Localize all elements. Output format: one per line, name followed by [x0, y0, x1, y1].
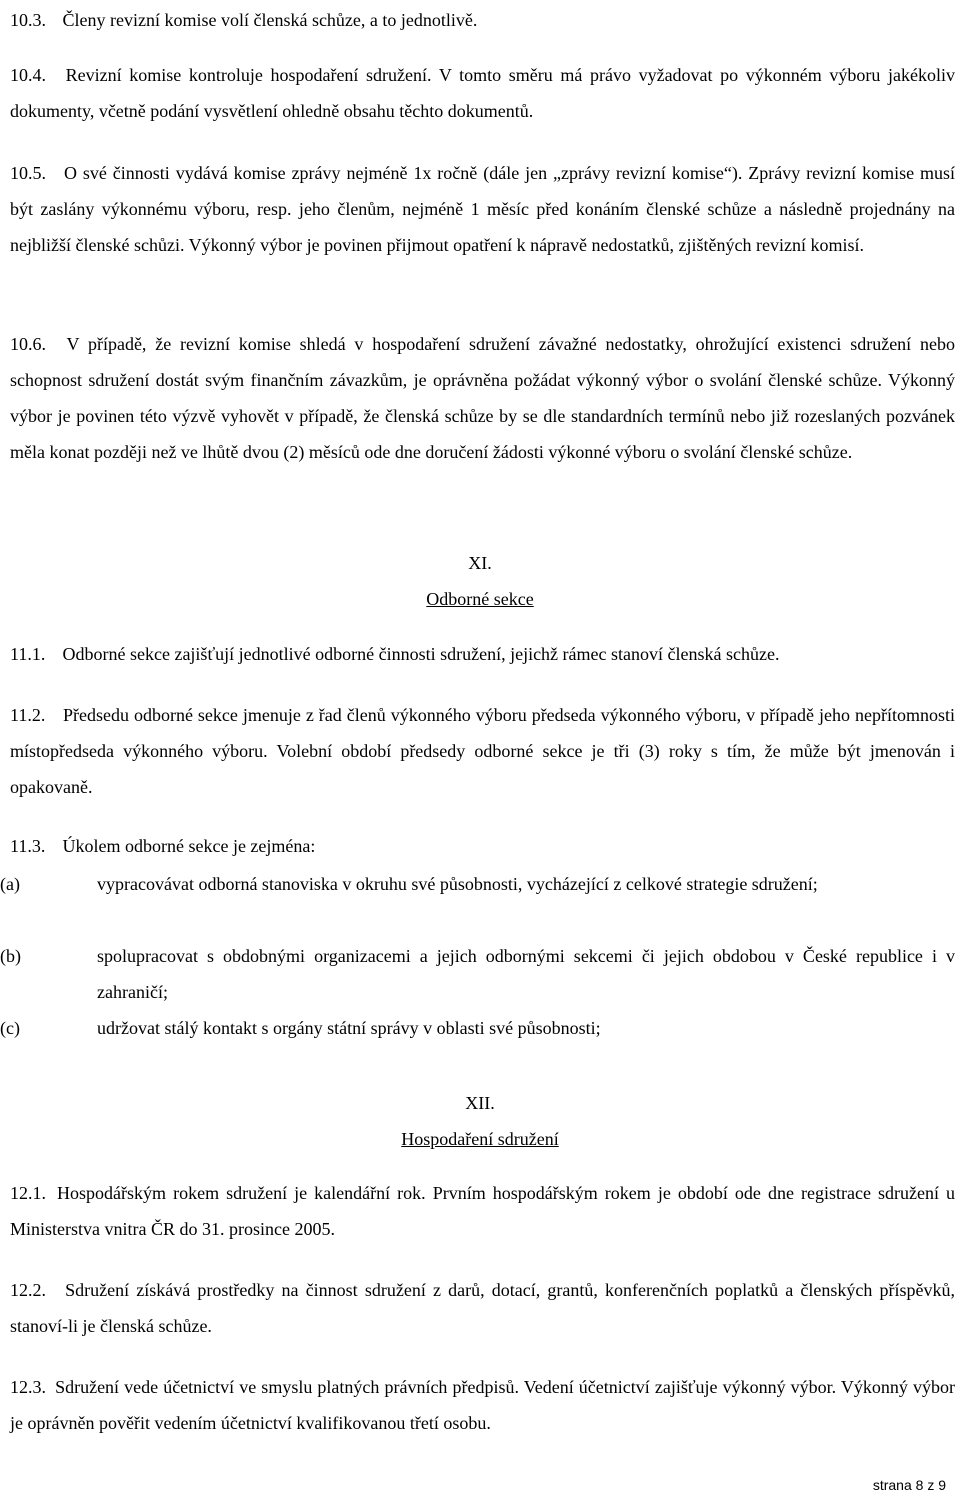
paragraph-number: 11.1. — [10, 644, 46, 664]
list-item-b — [0, 938, 955, 1010]
paragraph-11-1 — [10, 636, 955, 672]
list-item-label: (a) — [0, 874, 20, 894]
paragraph-10-4 — [10, 57, 955, 129]
list-item-text: udržovat stálý kontakt s orgány státní správy v oblasti své působnosti; — [97, 1018, 601, 1038]
paragraph-text: O své činnosti vydává komise zprávy nejméně 1x ročně (dále jen „zprávy revizní komise“). Zprávy revizní komise musí být zaslány výkonnému výboru, resp. jeho členům, nejméně 1 měsíc před konáním členské schůze a následně projednány na nejbližší členské schůzi. Výkonný výbor je povinen přijmout opatření k nápravě nedostatků, zjištěných revizní komisí. — [10, 163, 956, 255]
paragraph-10-5 — [10, 155, 955, 263]
paragraph-number: 10.3. — [10, 10, 46, 30]
paragraph-number: 12.2. — [10, 1280, 46, 1300]
list-item-a — [0, 866, 955, 902]
section-number: XII. — [465, 1093, 495, 1113]
paragraph-text: V případě, že revizní komise shledá v hospodaření sdružení závažné nedostatky, ohrožující existenci sdružení nebo schopnost sdružení dostát svým finančním závazkům, je oprávněna požádat výkonný výbor o svolání členské schůze. Výkonný výbor je povinen této výzvě vyhovět v případě, že členská schůze by se dle standardních termínů nebo již rozeslaných pozvánek měla konat později než ve lhůtě dvou (2) měsíců ode dne doručení žádosti výkonné výboru o svolání členské schůze. — [10, 334, 955, 462]
paragraph-text: Členy revizní komise volí členská schůze, a to jednotlivě. — [62, 10, 478, 30]
paragraph-number: 10.6. — [10, 334, 46, 354]
paragraph-number: 11.2. — [10, 705, 46, 725]
paragraph-11-2 — [10, 697, 955, 805]
section-title-text: Hospodaření sdružení — [401, 1129, 559, 1149]
paragraph-text: Hospodářským rokem sdružení je kalendářní rok. Prvním hospodářským rokem je období ode dne registrace sdružení u Ministerstva vnitra ČR do 31. prosince 2005. — [10, 1183, 955, 1239]
paragraph-text: Sdružení vede účetnictví ve smyslu platných právních předpisů. Vedení účetnictví zajišťuje výkonný výbor. Výkonný výbor je oprávněn pověřit vedením účetnictví kvalifikovanou třetí osobu. — [10, 1377, 956, 1433]
paragraph-10-6 — [10, 326, 955, 470]
section-heading-xi — [0, 545, 960, 617]
paragraph-text: Revizní komise kontroluje hospodaření sdružení. V tomto směru má právo vyžadovat po výkonném výboru jakékoliv dokumenty, včetně podání vysvětlení ohledně obsahu těchto dokumentů. — [10, 65, 955, 121]
paragraph-12-3 — [10, 1369, 955, 1441]
section-title-text: Odborné sekce — [426, 589, 534, 609]
list-item-label: (b) — [0, 946, 21, 966]
paragraph-12-1 — [10, 1175, 955, 1247]
paragraph-number: 10.4. — [10, 65, 46, 85]
paragraph-text: Předsedu odborné sekce jmenuje z řad členů výkonného výboru předseda výkonného výboru, v případě jeho nepřítomnosti místopředseda výkonného výboru. Volební období předsedy odborné sekce je tři (3) roky s tím, že může být jmenován i opakovaně. — [10, 705, 955, 797]
page-footer-number: strana 8 z 9 — [872, 1477, 946, 1493]
paragraph-number: 11.3. — [10, 836, 46, 856]
list-item-label: (c) — [0, 1018, 20, 1038]
section-title — [0, 581, 960, 617]
paragraph-10-3 — [10, 2, 955, 38]
paragraph-12-2 — [10, 1272, 955, 1344]
section-number: XI. — [468, 553, 492, 573]
paragraph-text: Odborné sekce zajišťují jednotlivé odborné činnosti sdružení, jejichž rámec stanoví členská schůze. — [62, 644, 780, 664]
list-item-text: vypracovávat odborná stanoviska v okruhu své působnosti, vycházející z celkové strategie sdružení; — [97, 874, 818, 894]
paragraph-number: 10.5. — [10, 163, 46, 183]
list-item-text: spolupracovat s obdobnými organizacemi a jejich odbornými sekcemi či jejich obdobou v České republice i v zahraničí; — [97, 946, 955, 1002]
paragraph-11-3 — [10, 828, 955, 864]
list-item-c — [0, 1010, 955, 1046]
paragraph-number: 12.1. — [10, 1183, 46, 1203]
paragraph-text: Úkolem odborné sekce je zejména: — [62, 836, 316, 856]
section-heading-xii — [0, 1085, 960, 1157]
paragraph-text: Sdružení získává prostředky na činnost sdružení z darů, dotací, grantů, konferenčních poplatků a členských příspěvků, stanoví-li je členská schůze. — [10, 1280, 956, 1336]
section-title — [0, 1121, 960, 1157]
paragraph-number: 12.3. — [10, 1377, 46, 1397]
